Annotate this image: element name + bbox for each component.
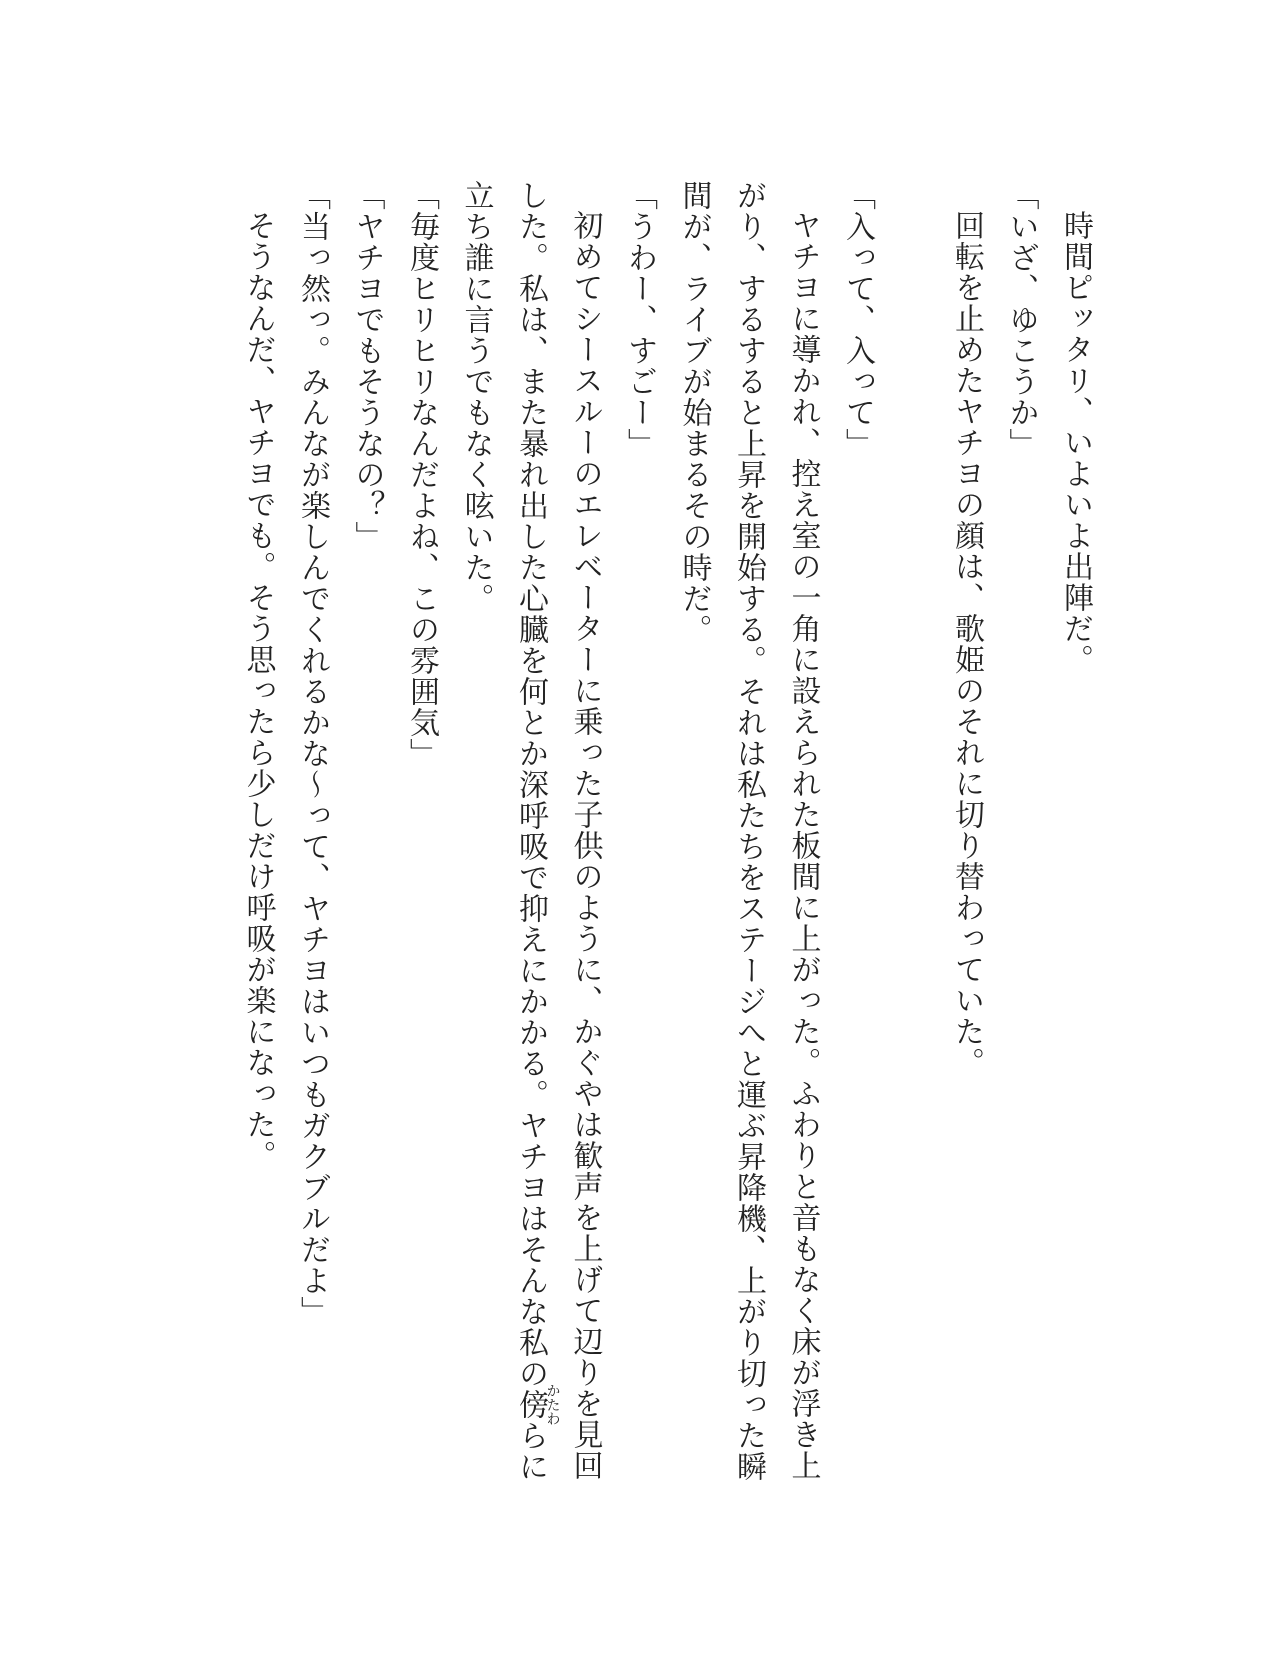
paragraph: そうなんだ、ヤチヨでも。そう思ったら少しだけ呼吸が楽になった。: [240, 210, 276, 1171]
blank-line: [884, 180, 939, 1510]
dialogue-line: 「入って、入って」: [840, 180, 875, 459]
paragraph: ヤチヨに導かれ、控え室の一角に設えられた板間に上がった。ふわりと音もなく床が浮き上がり、するすると上昇を開始する。それは私たちをステージへと運ぶ昇降機、上がり切った瞬間が、ライブが始まるその時だ。: [676, 180, 821, 1482]
ruby-base: 傍: [513, 1383, 548, 1426]
paragraph-text-after: らに立ち誰に言うでもなく呟いた。: [458, 180, 548, 1482]
paragraph-text-before: 初めてシースルーのエレベーターに乗った子供のように、かぐやは歓声を上げて辺りを見回した。私は、また暴れ出した心臓を何とか深呼吸で抑えにかかる。ヤチヨはそんな私の: [513, 180, 603, 1481]
dialogue-line: 「ヤチヨでもそうなの？」: [349, 180, 385, 552]
dialogue-line: 「毎度ヒリヒリなんだよね、この雰囲気」: [404, 180, 439, 769]
paragraph-with-ruby: [448, 180, 612, 1510]
paragraph: 回転を止めたヤチヨの顔は、歌姫のそれに切り替わっていた。: [949, 210, 984, 1078]
dialogue-line: 「うわー、すごー」: [622, 180, 657, 459]
ruby-reading: かたわ: [544, 1383, 561, 1426]
dialogue-line: 「いざ、ゆこうか」: [1003, 180, 1039, 459]
vertical-text-block: [230, 180, 1102, 1510]
paragraph: 時間ピッタリ、いよいよ出陣だ。: [1058, 210, 1093, 675]
ruby-annotation: [513, 1383, 561, 1426]
dialogue-line: 「当っ然っ。みんなが楽しんでくれるかな〜って、ヤチヨはいつもガクブルだよ」: [295, 180, 330, 1327]
